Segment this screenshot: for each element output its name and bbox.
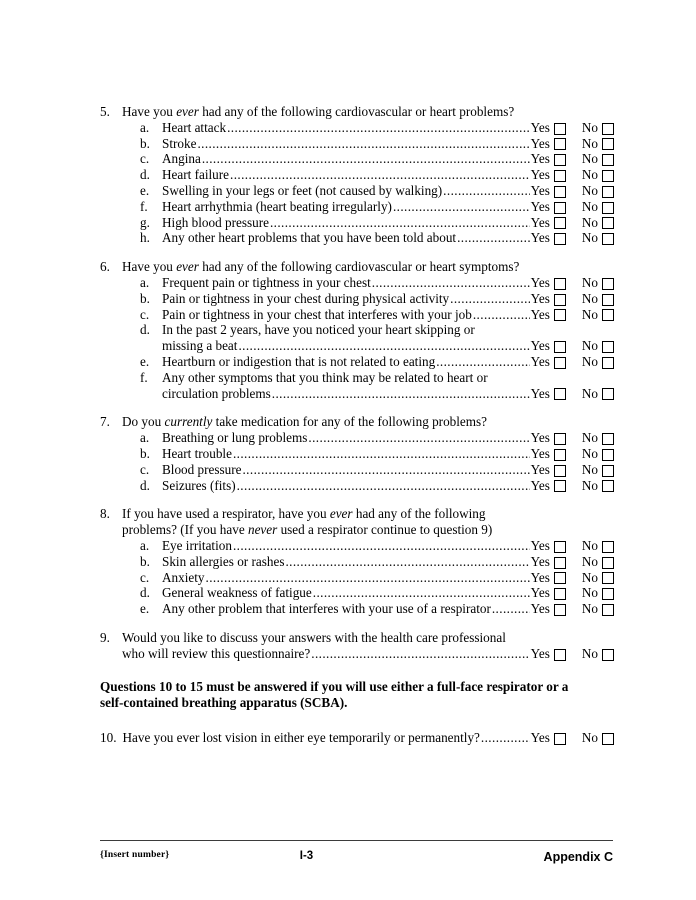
item-letter: e. (140, 601, 150, 617)
no-checkbox[interactable] (602, 480, 614, 492)
item-letter: c. (140, 151, 150, 167)
answer-options (531, 230, 614, 246)
yes-checkbox[interactable] (554, 604, 566, 616)
question-6-item-c (100, 307, 614, 323)
no-label: No (581, 306, 598, 322)
no-label: No (581, 585, 598, 601)
question-9-line1 (100, 630, 614, 646)
item-letter: b. (140, 290, 150, 306)
item-letter: b. (140, 135, 150, 151)
no-label: No (581, 601, 598, 617)
no-label: No (581, 151, 598, 167)
item-text-line1: Any other symptoms that you think may be related to heart or (162, 369, 488, 385)
item-text: Angina (162, 151, 201, 167)
answer-options (531, 291, 614, 307)
item-text: Heartburn or indigestion that is not related to eating (162, 353, 436, 369)
item-letter: a. (140, 274, 150, 290)
dot-leader (313, 585, 530, 601)
item-text: Skin allergies or rashes (162, 553, 285, 569)
item-letter: b. (140, 553, 150, 569)
question-6 (100, 259, 614, 401)
no-label: No (581, 445, 598, 461)
item-text: Pain or tightness in your chest during physical activity (162, 290, 450, 306)
no-checkbox[interactable] (602, 233, 614, 245)
answer-options (531, 338, 614, 354)
item-letter: h. (140, 230, 150, 246)
question-10-number: 10. (100, 729, 117, 745)
yes-label: Yes (530, 601, 550, 617)
no-checkbox[interactable] (602, 341, 614, 353)
question-7-item-a (100, 430, 614, 446)
answer-options (531, 307, 614, 323)
question-6-stem-prefix: Have you (122, 259, 177, 275)
answer-row (162, 338, 614, 354)
question-10 (100, 730, 614, 746)
answer-row (162, 215, 614, 231)
yes-checkbox[interactable] (554, 649, 566, 661)
no-label: No (581, 338, 598, 354)
no-label: No (581, 119, 598, 135)
question-8-stem-line2 (100, 522, 614, 538)
item-text: High blood pressure (162, 214, 269, 230)
answer-row (122, 646, 614, 662)
no-checkbox[interactable] (602, 278, 614, 290)
yes-label: Yes (530, 290, 550, 306)
dot-leader (233, 538, 530, 554)
answer-options (531, 538, 614, 554)
yes-checkbox[interactable] (554, 170, 566, 182)
question-5-item-d (100, 167, 614, 183)
question-7-item-c (100, 462, 614, 478)
question-8-stem-emphasis-ever: ever (329, 506, 353, 522)
no-label: No (581, 230, 598, 246)
answer-row (162, 136, 614, 152)
question-5-item-b (100, 136, 614, 152)
no-checkbox[interactable] (602, 604, 614, 616)
answer-row (162, 230, 614, 246)
answer-options (531, 646, 614, 662)
no-checkbox[interactable] (602, 202, 614, 214)
question-6-stem-suffix: had any of the following cardiovascular or heart symptoms? (198, 259, 520, 275)
yes-checkbox[interactable] (554, 217, 566, 229)
item-letter: c. (140, 306, 150, 322)
yes-label: Yes (530, 198, 550, 214)
item-text: General weakness of fatigue (162, 585, 312, 601)
yes-checkbox[interactable] (554, 733, 566, 745)
page-footer (100, 840, 613, 872)
item-text: Heart failure (162, 167, 229, 183)
no-label: No (581, 214, 598, 230)
no-checkbox[interactable] (602, 465, 614, 477)
answer-row (162, 151, 614, 167)
answer-options (531, 601, 614, 617)
yes-label: Yes (530, 338, 550, 354)
no-label: No (581, 353, 598, 369)
yes-label: Yes (530, 553, 550, 569)
yes-label: Yes (530, 430, 550, 446)
dot-leader (206, 570, 530, 586)
answer-row (162, 120, 614, 136)
answer-row (162, 554, 614, 570)
yes-label: Yes (530, 537, 550, 553)
answer-row (162, 167, 614, 183)
no-checkbox[interactable] (602, 588, 614, 600)
no-label: No (581, 461, 598, 477)
yes-label: Yes (530, 477, 550, 493)
yes-checkbox[interactable] (554, 202, 566, 214)
item-text: Heart trouble (162, 445, 232, 461)
answer-row (162, 478, 614, 494)
question-9-line2 (100, 646, 614, 662)
item-text: circulation problems (162, 385, 271, 401)
question-7-stem (100, 414, 614, 430)
item-letter: c. (140, 569, 150, 585)
yes-checkbox[interactable] (554, 357, 566, 369)
question-7 (100, 414, 614, 493)
yes-checkbox[interactable] (554, 294, 566, 306)
item-text-line1: In the past 2 years, have you noticed your heart skipping or (162, 322, 475, 338)
answer-options (531, 430, 614, 446)
question-5-item-f (100, 199, 614, 215)
question-9 (100, 630, 614, 662)
answer-row (162, 430, 614, 446)
no-label: No (581, 430, 598, 446)
dot-leader (372, 275, 530, 291)
no-checkbox[interactable] (602, 433, 614, 445)
question-7-item-d (100, 478, 614, 494)
yes-label: Yes (530, 585, 550, 601)
no-label: No (581, 729, 598, 745)
answer-row (162, 446, 614, 462)
question-7-number: 7. (100, 414, 110, 430)
item-text: Blood pressure (162, 461, 242, 477)
yes-label: Yes (530, 151, 550, 167)
yes-checkbox[interactable] (554, 278, 566, 290)
item-letter: f. (140, 369, 148, 385)
dot-leader (202, 151, 530, 167)
question-7-item-b (100, 446, 614, 462)
yes-label: Yes (530, 135, 550, 151)
no-label: No (581, 135, 598, 151)
item-text: Eye irritation (162, 537, 232, 553)
answer-options (531, 554, 614, 570)
answer-row (162, 354, 614, 370)
answer-row (162, 275, 614, 291)
dot-leader (308, 430, 529, 446)
question-8-number: 8. (100, 506, 110, 522)
no-checkbox[interactable] (602, 309, 614, 321)
question-9-text-line2: who will review this questionnaire? (122, 645, 311, 661)
item-text: Any other heart problems that you have been told about (162, 230, 457, 246)
answer-row (162, 538, 614, 554)
question-7-stem-suffix: take medication for any of the following problems? (212, 414, 488, 430)
yes-checkbox[interactable] (554, 480, 566, 492)
yes-label: Yes (530, 182, 550, 198)
item-letter: g. (140, 214, 150, 230)
yes-label: Yes (530, 445, 550, 461)
yes-label: Yes (530, 569, 550, 585)
answer-options (531, 478, 614, 494)
dot-leader (443, 183, 530, 199)
question-8-stem-suffix: had any of the following (352, 506, 486, 522)
no-checkbox[interactable] (602, 388, 614, 400)
yes-checkbox[interactable] (554, 588, 566, 600)
item-text: Seizures (fits) (162, 477, 236, 493)
question-5-number: 5. (100, 104, 110, 119)
no-checkbox[interactable] (602, 449, 614, 461)
yes-checkbox[interactable] (554, 465, 566, 477)
answer-options (531, 354, 614, 370)
answer-row (100, 730, 614, 746)
item-text: Any other problem that interferes with your use of a respirator (162, 601, 491, 617)
question-5-item-e (100, 183, 614, 199)
dot-leader (457, 230, 530, 246)
question-6-item-e (100, 354, 614, 370)
yes-checkbox[interactable] (554, 541, 566, 553)
no-label: No (581, 167, 598, 183)
question-5-item-c (100, 151, 614, 167)
scba-notice-line1: Questions 10 to 15 must be answered if you will use either a full-face respirator or a (100, 678, 569, 694)
answer-options (531, 446, 614, 462)
answer-row (162, 307, 614, 323)
item-text: Swelling in your legs or feet (not caused by walking) (162, 182, 443, 198)
question-8-stem2-suffix: used a respirator continue to question 9) (277, 522, 493, 538)
no-label: No (581, 553, 598, 569)
answer-row (162, 601, 614, 617)
dot-leader (227, 120, 530, 136)
question-6-item-d (100, 322, 614, 354)
dot-leader (272, 386, 530, 402)
yes-checkbox[interactable] (554, 433, 566, 445)
no-label: No (581, 477, 598, 493)
no-checkbox[interactable] (602, 572, 614, 584)
dot-leader (197, 136, 529, 152)
dot-leader (237, 478, 530, 494)
question-8 (100, 506, 614, 617)
question-6-stem-emphasis: ever (176, 259, 199, 275)
no-label: No (581, 645, 598, 661)
answer-row (162, 199, 614, 215)
item-letter: d. (140, 477, 150, 493)
item-letter: d. (140, 322, 150, 338)
yes-checkbox[interactable] (554, 388, 566, 400)
question-8-stem-line1 (100, 506, 614, 522)
no-label: No (581, 290, 598, 306)
no-checkbox[interactable] (602, 557, 614, 569)
answer-options (531, 215, 614, 231)
item-text: Pain or tightness in your chest that interferes with your job (162, 306, 472, 322)
yes-label: Yes (530, 119, 550, 135)
answer-row (162, 386, 614, 402)
item-text: Anxiety (162, 569, 205, 585)
question-6-number: 6. (100, 259, 110, 275)
item-text: Heart arrhythmia (heart beating irregularly) (162, 198, 392, 214)
answer-options (531, 462, 614, 478)
item-letter: a. (140, 430, 150, 446)
question-8-item-e (100, 601, 614, 617)
question-5-stem-emphasis: ever (176, 104, 199, 119)
question-5-item-a (100, 120, 614, 136)
item-text: Heart attack (162, 119, 227, 135)
answer-options (531, 167, 614, 183)
no-checkbox[interactable] (602, 541, 614, 553)
dot-leader (238, 338, 529, 354)
question-10-text: Have you ever lost vision in either eye temporarily or permanently? (122, 729, 480, 745)
question-5-item-h (100, 230, 614, 246)
item-letter: c. (140, 461, 150, 477)
question-8-stem2-prefix: problems? (If you have (122, 522, 248, 538)
footer-insert-number: {Insert number} (100, 850, 170, 860)
yes-checkbox[interactable] (554, 449, 566, 461)
answer-row (162, 585, 614, 601)
yes-label: Yes (530, 167, 550, 183)
question-8-stem-emphasis-never: never (247, 522, 278, 538)
yes-label: Yes (530, 230, 550, 246)
dot-leader (270, 215, 530, 231)
no-checkbox[interactable] (602, 294, 614, 306)
dot-leader (473, 307, 530, 323)
yes-checkbox[interactable] (554, 138, 566, 150)
yes-label: Yes (530, 214, 550, 230)
question-5-stem-suffix: had any of the following cardiovascular or heart problems? (198, 104, 515, 119)
no-label: No (581, 182, 598, 198)
yes-label: Yes (530, 729, 550, 745)
question-8-item-a (100, 538, 614, 554)
answer-options (531, 136, 614, 152)
questionnaire-content (100, 104, 614, 759)
question-8-item-b (100, 554, 614, 570)
item-letter: a. (140, 119, 150, 135)
dot-leader (285, 554, 529, 570)
yes-checkbox[interactable] (554, 233, 566, 245)
dot-leader (450, 291, 530, 307)
yes-checkbox[interactable] (554, 154, 566, 166)
answer-options (531, 585, 614, 601)
no-checkbox[interactable] (602, 186, 614, 198)
answer-options (531, 386, 614, 402)
dot-leader (233, 446, 530, 462)
item-letter: f. (140, 198, 148, 214)
no-checkbox[interactable] (602, 123, 614, 135)
yes-label: Yes (530, 274, 550, 290)
footer-page-number: I-3 (299, 850, 314, 862)
answer-options (531, 730, 614, 746)
question-8-stem-prefix: If you have used a respirator, have you (122, 506, 330, 522)
answer-options (531, 570, 614, 586)
no-label: No (581, 385, 598, 401)
question-7-stem-emphasis: currently (164, 414, 213, 430)
item-letter: e. (140, 353, 150, 369)
yes-checkbox[interactable] (554, 572, 566, 584)
answer-row (162, 462, 614, 478)
no-checkbox[interactable] (602, 154, 614, 166)
dot-leader (481, 730, 530, 746)
dot-leader (311, 646, 529, 662)
dot-leader (436, 354, 529, 370)
question-5 (100, 104, 614, 246)
answer-options (531, 183, 614, 199)
footer-appendix-label: Appendix C (543, 850, 613, 864)
item-text: Frequent pain or tightness in your chest (162, 274, 371, 290)
yes-label: Yes (530, 385, 550, 401)
no-label: No (581, 537, 598, 553)
yes-checkbox[interactable] (554, 557, 566, 569)
yes-checkbox[interactable] (554, 186, 566, 198)
item-text: missing a beat (162, 338, 238, 354)
dot-leader (230, 167, 530, 183)
yes-checkbox[interactable] (554, 309, 566, 321)
answer-options (531, 199, 614, 215)
answer-row (162, 291, 614, 307)
question-8-item-d (100, 585, 614, 601)
question-5-stem-prefix: Have you (122, 104, 177, 119)
no-checkbox[interactable] (602, 217, 614, 229)
question-8-item-c (100, 570, 614, 586)
answer-row (162, 570, 614, 586)
yes-label: Yes (530, 306, 550, 322)
no-checkbox[interactable] (602, 170, 614, 182)
item-letter: d. (140, 585, 150, 601)
scba-notice (100, 679, 600, 712)
answer-row (162, 183, 614, 199)
no-label: No (581, 198, 598, 214)
answer-options (531, 120, 614, 136)
no-checkbox[interactable] (602, 649, 614, 661)
no-checkbox[interactable] (602, 357, 614, 369)
no-checkbox[interactable] (602, 733, 614, 745)
item-letter: d. (140, 167, 150, 183)
item-text: Stroke (162, 135, 197, 151)
answer-options (531, 151, 614, 167)
question-5-stem (100, 104, 614, 120)
yes-label: Yes (530, 645, 550, 661)
question-6-item-f (100, 370, 614, 402)
question-6-item-b (100, 291, 614, 307)
yes-checkbox[interactable] (554, 123, 566, 135)
item-text: Breathing or lung problems (162, 430, 308, 446)
footer-divider (100, 840, 613, 841)
scba-notice-line2: self-contained breathing apparatus (SCBA). (100, 695, 348, 711)
yes-label: Yes (530, 461, 550, 477)
dot-leader (492, 601, 530, 617)
question-6-stem (100, 259, 614, 275)
item-letter: b. (140, 445, 150, 461)
no-label: No (581, 569, 598, 585)
question-7-stem-prefix: Do you (122, 414, 165, 430)
no-checkbox[interactable] (602, 138, 614, 150)
yes-checkbox[interactable] (554, 341, 566, 353)
dot-leader (393, 199, 530, 215)
dot-leader (242, 462, 529, 478)
question-5-item-g (100, 215, 614, 231)
item-letter: e. (140, 182, 150, 198)
footer-row (100, 850, 613, 872)
no-label: No (581, 274, 598, 290)
item-letter: a. (140, 537, 150, 553)
question-9-text-line1: Would you like to discuss your answers with the health care professional (122, 629, 506, 645)
yes-label: Yes (530, 353, 550, 369)
question-6-item-a (100, 275, 614, 291)
question-9-number: 9. (100, 629, 110, 645)
answer-options (531, 275, 614, 291)
